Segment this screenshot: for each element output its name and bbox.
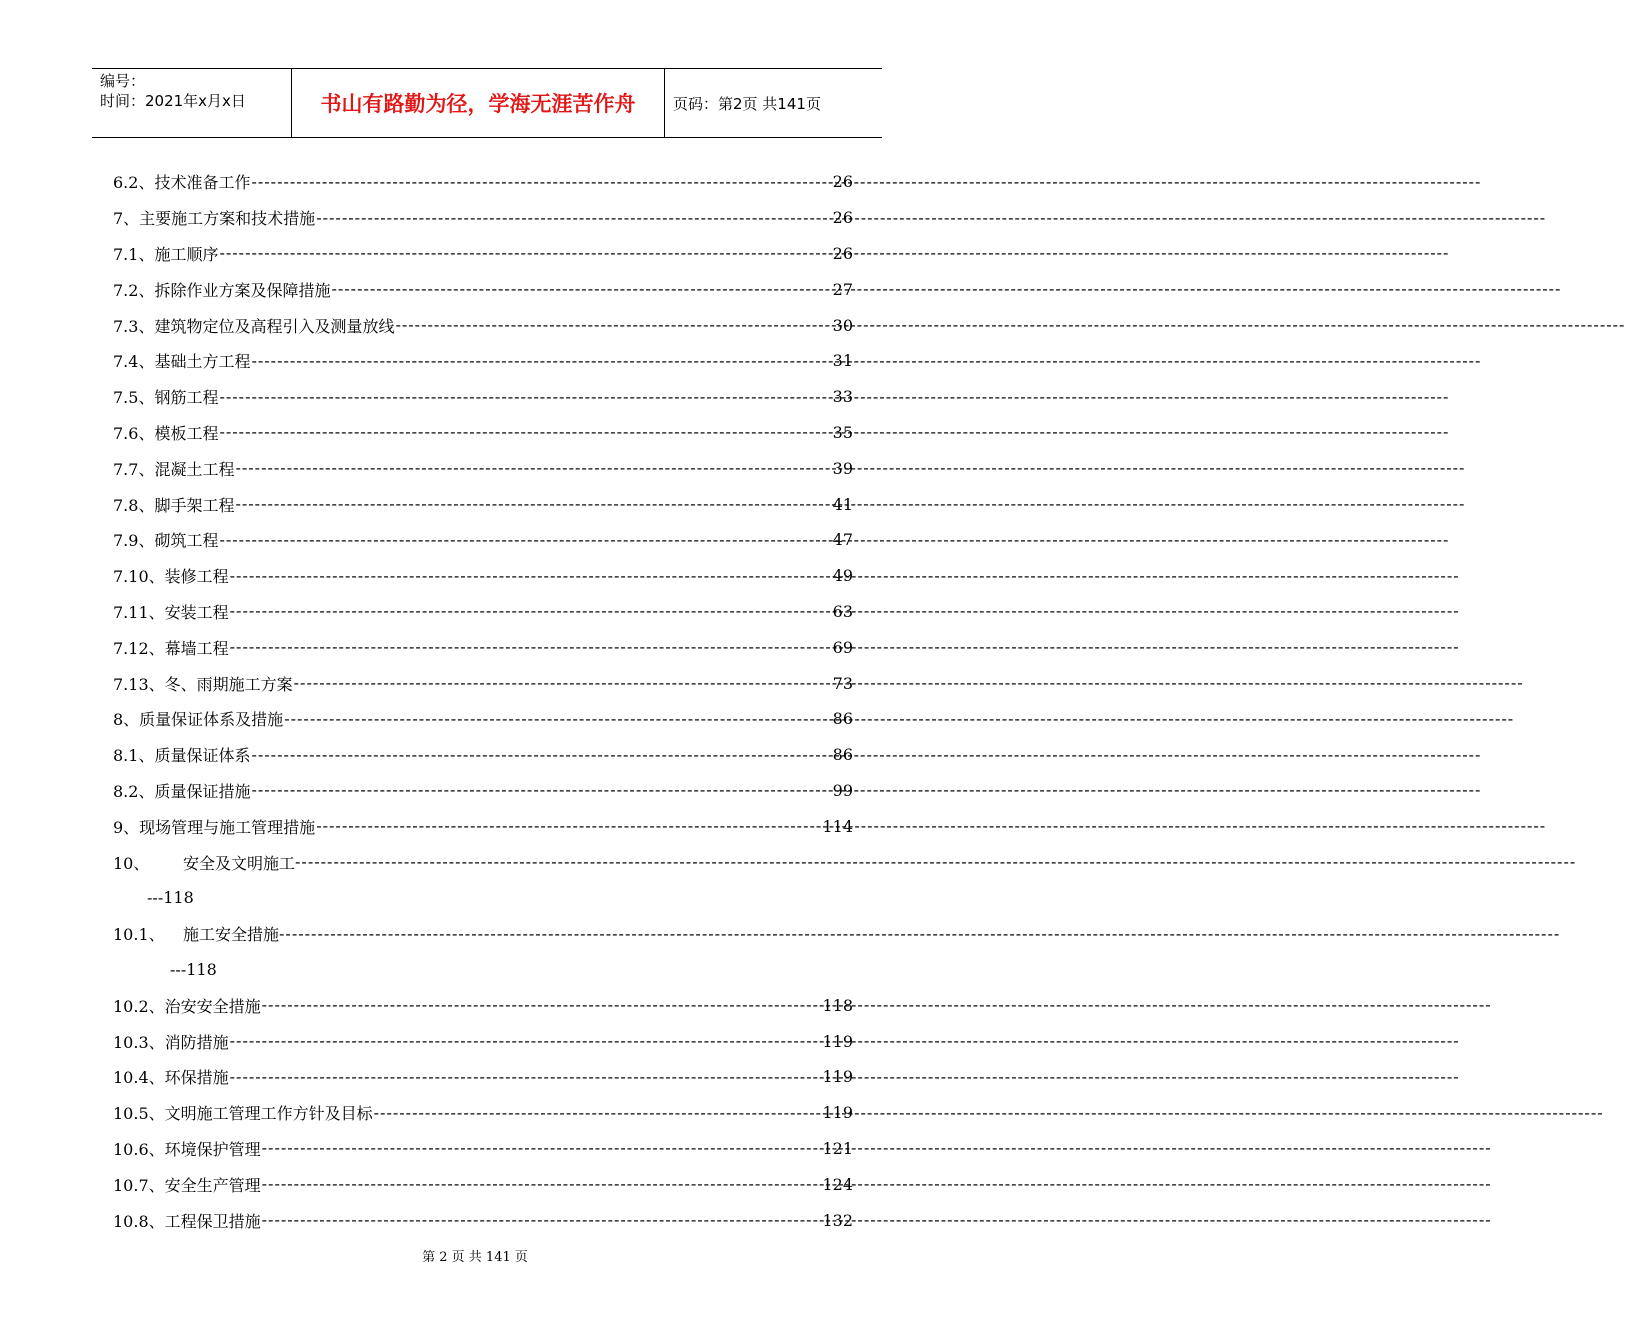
toc-entry-page: 119 [822,1103,853,1123]
toc-entry-page: 99 [832,780,853,800]
toc-leader [262,1174,822,1194]
toc-leader: -------------------------------------------------------------------------------------------------------------------------------------------------------------------------------------------------------- [279,923,1561,943]
toc-leader [395,315,831,335]
toc-entry [113,1023,853,1059]
toc-entry-page: 26 [832,208,853,228]
toc-entry [113,343,853,379]
toc-entry-page: 86 [832,745,853,765]
header-motto: 书山有路勤为径，学海无涯苦作舟 [292,69,665,137]
toc-leader [219,243,831,263]
toc-leader: -------------------------------------------------------------------------------------------------------------------------------------------------------------------------------------------------------- [295,852,1577,872]
toc-entry-wrapped [113,844,1577,916]
table-of-contents [113,164,1577,1238]
header-page-info: 页码：第2页 共141页 [673,94,821,113]
toc-entry [113,1059,853,1095]
toc-entry [113,307,853,343]
toc-entry-title: 7.7、混凝土工程 [113,459,235,479]
toc-entry-page: ---118 [147,888,194,908]
toc-entry [113,200,853,236]
toc-entry-page: 86 [832,709,853,729]
toc-entry [113,594,853,630]
toc-leader [219,530,831,550]
toc-entry-page: 119 [822,1067,853,1087]
toc-entry [113,236,853,272]
toc-entry [113,486,853,522]
toc-entry-title: 安全及文明施工 [183,853,296,873]
toc-entry-page: 27 [832,279,853,299]
toc-entry-title: 10.4、环保措施 [113,1068,229,1088]
toc-entry [113,522,853,558]
toc-entry [113,164,853,200]
toc-entry [113,415,853,451]
toc-entry-page: 26 [832,172,853,192]
toc-entry [113,379,853,415]
toc-leader [230,566,832,586]
time-label: 时间：2021年x月x日 [100,92,246,110]
toc-entry-page: 73 [832,673,853,693]
toc-entry [113,271,853,307]
toc-leader [294,673,832,693]
toc-entry-page: 114 [822,816,853,836]
toc-entry [113,558,853,594]
toc-entry-title: 7.12、幕墙工程 [113,638,229,658]
toc-entry-page: 118 [822,995,853,1015]
toc-leader [230,1031,822,1051]
toc-entry [113,1202,853,1238]
toc-entry [113,1131,853,1167]
toc-entry-title: 9、现场管理与施工管理措施 [113,817,316,837]
toc-entry-title: 7.6、模板工程 [113,423,219,443]
toc-leader [230,601,832,621]
toc-leader [219,422,831,442]
header-meta [92,69,292,137]
toc-entry [113,737,853,773]
toc-entry-page: 35 [832,422,853,442]
toc-entry-number: 10、 [113,853,150,873]
toc-leader [251,780,831,800]
toc-entry-title: 7.4、基础土方工程 [113,352,251,372]
toc-entry-title: 7.11、安装工程 [113,602,229,622]
toc-entry-title: 10.3、消防措施 [113,1032,229,1052]
toc-entry [113,1095,853,1131]
toc-entry [113,701,853,737]
toc-entry-title: 10.5、文明施工管理工作方针及目标 [113,1104,373,1124]
toc-entry-page: 30 [832,315,853,335]
toc-entry [113,987,853,1023]
toc-entry-page: 119 [822,1031,853,1051]
toc-entry-title: 施工安全措施 [183,925,280,945]
toc-entry-title: 8.1、质量保证体系 [113,746,251,766]
toc-leader [262,1210,822,1230]
toc-leader [331,279,831,299]
toc-entry-page: 63 [832,601,853,621]
toc-entry-title: 7.3、建筑物定位及高程引入及测量放线 [113,316,395,336]
toc-entry [113,450,853,486]
toc-entry-page: 132 [822,1210,853,1230]
toc-entry-page: 41 [832,494,853,514]
toc-entry-title: 10.2、治安安全措施 [113,996,261,1016]
toc-leader [230,1067,822,1087]
toc-entry-page: 26 [832,243,853,263]
toc-entry-title: 7.9、砌筑工程 [113,531,219,551]
toc-leader [316,816,821,836]
toc-entry-title: 6.2、技术准备工作 [113,173,251,193]
id-label: 编号： [100,72,146,90]
toc-leader [251,351,831,371]
toc-leader [235,494,831,514]
toc-entry-page: 31 [832,351,853,371]
toc-entry-page: 47 [832,530,853,550]
toc-entry-title: 10.7、安全生产管理 [113,1175,261,1195]
page-footer: 第 2 页 共 141 页 [422,1250,528,1265]
toc-entry [113,629,853,665]
toc-entry-page: 39 [832,458,853,478]
toc-entry-title: 8.2、质量保证措施 [113,781,251,801]
toc-leader [262,995,822,1015]
toc-entry-title: 7.10、装修工程 [113,567,229,587]
toc-entry-title: 10.8、工程保卫措施 [113,1211,261,1231]
toc-entry-title: 7.8、脚手架工程 [113,495,235,515]
toc-entry [113,665,853,701]
toc-leader [262,1138,822,1158]
toc-entry-title: 7.2、拆除作业方案及保障措施 [113,280,331,300]
toc-leader [251,745,831,765]
toc-leader [284,709,831,729]
toc-leader [374,1103,822,1123]
toc-leader [230,637,832,657]
toc-entry-title: 7.1、施工顺序 [113,244,219,264]
toc-entry [113,773,853,809]
toc-entry-page: 69 [832,637,853,657]
toc-entry-title: 7、主要施工方案和技术措施 [113,209,316,229]
toc-entry [113,808,853,844]
toc-entry [113,1166,853,1202]
toc-entry-page: ---118 [170,959,217,979]
toc-leader [219,387,831,407]
toc-entry-title: 8、质量保证体系及措施 [113,710,284,730]
toc-entry-wrapped [113,916,1561,988]
toc-entry-title: 7.5、钢筋工程 [113,388,219,408]
toc-entry-title: 7.13、冬、雨期施工方案 [113,674,293,694]
toc-leader [251,172,831,192]
toc-leader [316,208,831,228]
toc-leader [235,458,831,478]
toc-entry-title: 10.6、环境保护管理 [113,1139,261,1159]
page-header [92,68,882,138]
toc-entry-page: 33 [832,387,853,407]
toc-entry-number: 10.1、 [113,925,165,945]
toc-entry-page: 49 [832,566,853,586]
toc-entry-page: 121 [822,1138,853,1158]
toc-entry-page: 124 [822,1174,853,1194]
